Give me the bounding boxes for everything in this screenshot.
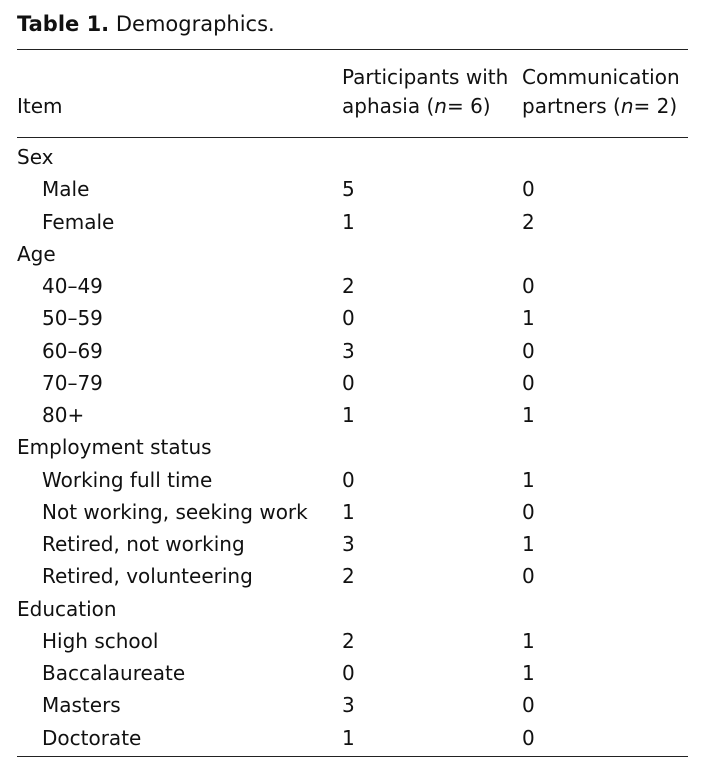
partners-value: 0: [522, 338, 535, 363]
partners-value: 2: [522, 209, 535, 234]
table-row: [0, 206, 705, 238]
participants-value: 0: [342, 467, 355, 492]
table-row: [0, 335, 705, 367]
partners-value: 0: [522, 725, 535, 750]
header-partners-line1: Communication: [522, 65, 680, 89]
row-label: Education: [17, 596, 117, 621]
table-row: [0, 689, 705, 721]
category-row-education: [0, 593, 705, 625]
row-label: Sex: [17, 145, 54, 169]
category-row-employment: [0, 431, 705, 463]
participants-value: 5: [342, 177, 355, 202]
table-label: Table 1.: [17, 12, 110, 36]
table-row: [0, 270, 705, 302]
row-label: Retired, volunteering: [42, 564, 253, 589]
table-caption: [17, 12, 275, 36]
table-row: [0, 496, 705, 528]
table-row: [0, 722, 705, 754]
row-label: Baccalaureate: [42, 661, 186, 685]
participants-value: 1: [342, 499, 355, 524]
row-label: High school: [42, 628, 159, 653]
table-row: [0, 399, 705, 431]
category-row-sex: [0, 141, 705, 173]
participants-value: 2: [342, 628, 355, 653]
table-row: [0, 367, 705, 399]
header-communication-partners: [522, 63, 680, 121]
header-item: Item: [17, 94, 63, 118]
partners-value: 0: [522, 370, 535, 395]
participants-value: 1: [342, 209, 355, 234]
partners-value: 1: [522, 628, 535, 653]
partners-value: 1: [522, 661, 535, 685]
participants-value: 2: [342, 564, 355, 589]
row-label: Employment status: [17, 435, 212, 460]
table-body: [0, 141, 705, 754]
table-row: [0, 657, 705, 689]
participants-value: 3: [342, 693, 355, 718]
row-label: Not working, seeking work: [42, 499, 308, 524]
partners-value: 1: [522, 403, 535, 427]
header-participants-line1: Participants with: [342, 65, 509, 89]
participants-value: 3: [342, 532, 355, 556]
partners-value: 0: [522, 177, 535, 202]
category-row-age: [0, 238, 705, 270]
participants-value: 1: [342, 403, 355, 427]
header-rule: [17, 137, 688, 138]
table-row: [0, 464, 705, 496]
participants-value: 0: [342, 306, 355, 331]
partners-value: 0: [522, 274, 535, 298]
table-row: [0, 528, 705, 560]
row-label: 60–69: [42, 338, 103, 363]
partners-value: 1: [522, 306, 535, 331]
participants-value: 1: [342, 725, 355, 750]
table-row: [0, 173, 705, 205]
partners-value: 0: [522, 499, 535, 524]
row-label: 50–59: [42, 306, 103, 331]
table-row: [0, 560, 705, 592]
participants-value: 0: [342, 370, 355, 395]
bottom-rule: [17, 756, 688, 757]
partners-value: 1: [522, 467, 535, 492]
row-label: 70–79: [42, 370, 103, 395]
row-label: Female: [42, 209, 115, 234]
table-row: [0, 625, 705, 657]
participants-value: 0: [342, 661, 355, 685]
header-participants: [342, 63, 508, 121]
row-label: Masters: [42, 693, 121, 718]
partners-value: 0: [522, 564, 535, 589]
row-label: Doctorate: [42, 725, 142, 750]
row-label: 40–49: [42, 274, 103, 298]
row-label: Age: [17, 241, 56, 266]
participants-value: 3: [342, 338, 355, 363]
table-row: [0, 302, 705, 334]
header-partners-line2: partners (n= 2): [522, 94, 678, 118]
row-label: Retired, not working: [42, 532, 245, 556]
table-title: Demographics.: [115, 12, 275, 36]
participants-value: 2: [342, 274, 355, 298]
row-label: 80+: [42, 403, 85, 427]
header-participants-line2: aphasia (n= 6): [342, 94, 491, 118]
row-label: Male: [42, 177, 90, 202]
partners-value: 1: [522, 532, 535, 556]
partners-value: 0: [522, 693, 535, 718]
row-label: Working full time: [42, 467, 213, 492]
top-rule: [17, 49, 688, 50]
